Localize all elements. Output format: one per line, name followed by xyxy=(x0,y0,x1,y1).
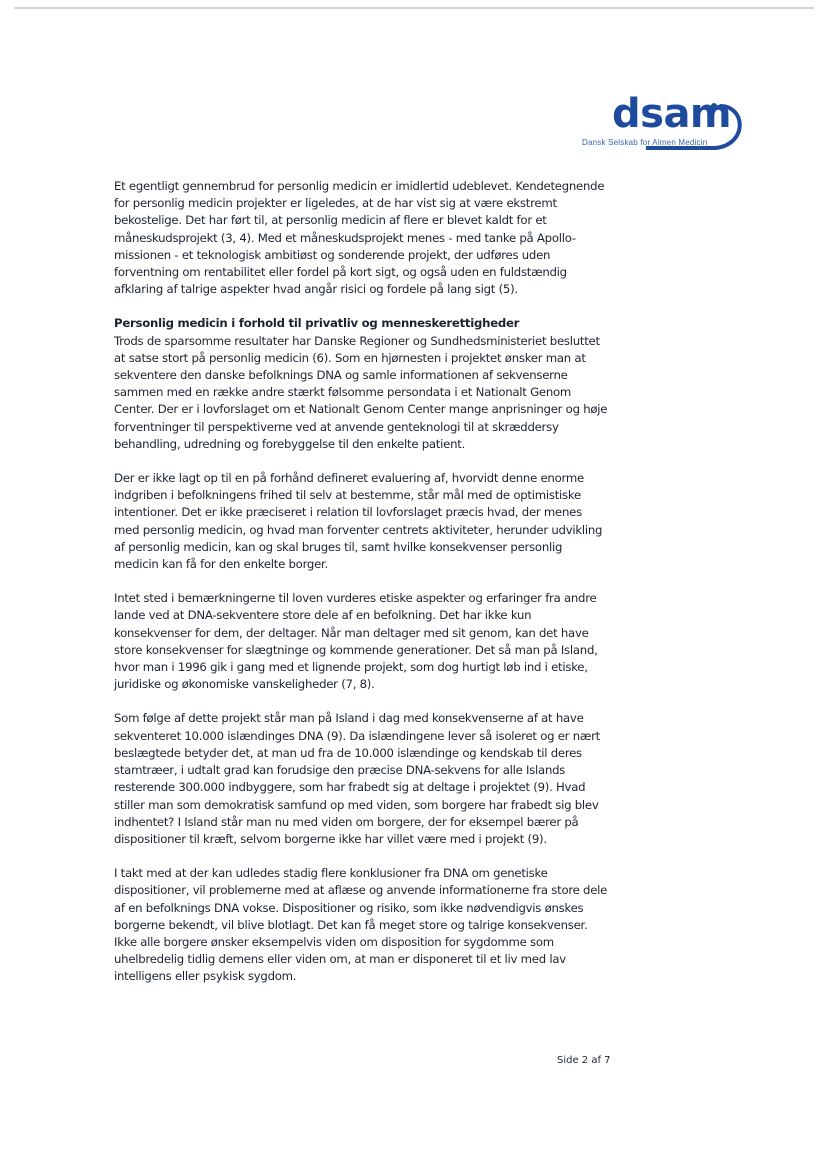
top-rule xyxy=(14,7,814,9)
paragraph: Der er ikke lagt op til en på forhånd defineret evaluering af, hvorvidt denne enorme indgriben i befolkningens frihed til selv at bestemme, står mål med de optimistiske intentioner. Det er ikke præciseret i relation til lovforslaget præcis hvad, der menes med personlig medicin, og hvad man forventer centrets aktiviteter, herunder udvikling af personlig medicin, kan og skal bruges til, samt hvilke konsekvenser personlig medicin kan få for den enkelte borger. xyxy=(114,471,603,572)
section xyxy=(114,315,610,453)
dsam-logo xyxy=(576,92,746,154)
paragraph: Som følge af dette projekt står man på Island i dag med konsekvenserne af at have sekventeret 10.000 islændinges DNA (9). Da islændingene lever så isoleret og er nært beslægtede betyder det, at man ud fra de 10.000 islændinge og kendskab til deres stamtræer, i udtalt grad kan forudsige den præcise DNA-sekvens for alle Islands resterende 300.000 indbyggere, som har frabedt sig at deltage i projektet (9). Hvad stiller man som demokratisk samfund op med viden, som borgere har frabedt sig blev indhentet? I Island står man nu med viden om borgere, der for eksempel bærer på dispositioner til kræft, selvom borgerne ikke har villet være med i projekt (9). xyxy=(114,711,600,846)
paragraph: Intet sted i bemærkningerne til loven vurderes etiske aspekter og erfaringer fra andre lande ved at DNA-sekventere store dele af en befolkning. Det har ikke kun konsekvenser for dem, der deltager. Når man deltager med sit genom, kan det have store konsekvenser for slægtninge og kommende generationer. Det så man på Island, hvor man i 1996 gik i gang med et lignende projekt, som dog hurtigt løb ind i etiske, juridiske og økonomiske vanskeligheder (7, 8). xyxy=(114,591,598,692)
section-heading: Personlig medicin i forhold til privatliv og menneskerettigheder xyxy=(114,316,520,331)
paragraph: Trods de sparsomme resultater har Danske Regioner og Sundhedsministeriet besluttet at satse stort på personlig medicin (6). Som en hjørnesten i projektet ønsker man at sekventere den danske befolknings DNA og samle informationen af sekvenserne sammen med en række andre stærkt følsomme persondata i et Nationalt Genom Center. Der er i lovforslaget om et Nationalt Genom Center mange anprisninger og høje forventninger til perspektiverne ved at anvende genteknologi til at skræddersy behandling, udredning og forebyggelse til den enkelte patient. xyxy=(114,333,608,451)
paragraph: Et egentligt gennembrud for personlig medicin er imidlertid udeblevet. Kendetegnende for personlig medicin projekter er ligeledes, at de har vist sig at være ekstremt bekostelige. Det har ført til, at personlig medicin af flere er blevet kaldt for et måneskudsprojekt (3, 4). Med et måneskudsprojekt menes - med tanke på Apollo-missionen - et teknologisk ambitiøst og sonderende projekt, der udføres uden forventning om rentabilitet eller fordel på kort sigt, og også uden en fuldstændig afklaring af talrige aspekter hvad angår risici og fordele på lang sigt (5). xyxy=(114,179,605,297)
paragraph: I takt med at der kan udledes stadig flere konklusioner fra DNA om genetiske dispositioner, vil problemerne med at aflæse og anvende informationerne fra store dele af en befolknings DNA vokse. Dispositioner og risiko, som ikke nødvendigvis ønskes borgerne bekendt, vil blive blotlagt. Det kan få meget store og talrige konsekvenser. Ikke alle borgere ønsker eksempelvis viden om disposition for sygdomme som uhelbredelig tidlig demens eller viden om, at man er disponeret til et liv med lav intelligens eller psykisk sygdom. xyxy=(114,866,608,984)
logo-wordmark: dsam xyxy=(612,91,732,137)
document-body xyxy=(114,178,610,1003)
logo-tagline: Dansk Selskab for Almen Medicin xyxy=(582,138,708,147)
page-number: Side 2 af 7 xyxy=(557,1055,611,1066)
